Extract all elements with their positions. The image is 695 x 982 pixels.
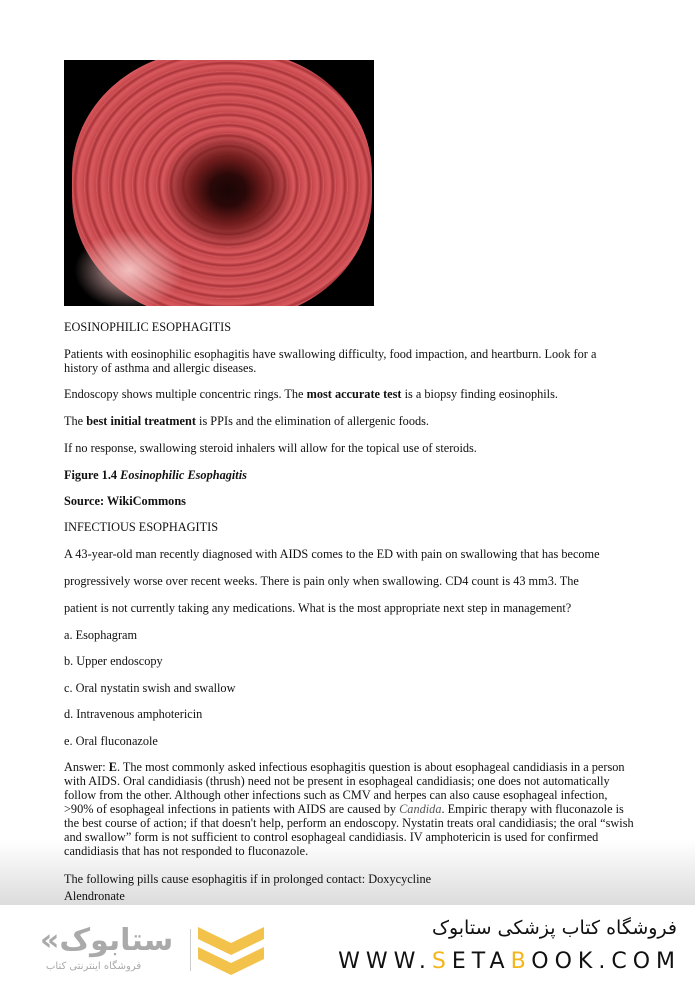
chevron-logo-icon: [198, 927, 264, 979]
paragraph: The following pills cause esophagitis if in prolonged contact: Doxycycline: [64, 872, 432, 886]
section-heading: EOSINOPHILIC ESOPHAGITIS: [64, 320, 232, 334]
setabook-logo: «ستابوک: [40, 923, 174, 958]
option: d. Intravenous amphotericin: [64, 707, 203, 721]
esophagus-endoscopy-image: [64, 60, 374, 306]
paragraph: Patients with eosinophilic esophagitis have swallowing difficulty, food impaction, and heartburn. Look for a history of asthma and allergic diseases.: [64, 347, 597, 375]
option: c. Oral nystatin swish and swallow: [64, 681, 236, 695]
figure-source: Source: WikiCommons: [64, 494, 186, 508]
logo-subtitle: فروشگاه اینترنتی کتاب: [46, 961, 142, 972]
figure-caption: Figure 1.4 Eosinophilic Esophagitis: [64, 468, 247, 482]
option: e. Oral fluconazole: [64, 734, 158, 748]
option: b. Upper endoscopy: [64, 654, 163, 668]
section-heading: INFECTIOUS ESOPHAGITIS: [64, 520, 219, 534]
paragraph: If no response, swallowing steroid inhalers will allow for the topical use of steroids.: [64, 441, 477, 455]
option: a. Esophagram: [64, 628, 138, 642]
store-url[interactable]: WWW.SETABOOK.COM: [338, 949, 681, 974]
paragraph: Alendronate: [64, 889, 125, 903]
divider: [190, 929, 191, 971]
question-line: A 43-year-old man recently diagnosed with AIDS comes to the ED with pain on swallowing that has become: [64, 547, 600, 561]
setabook-banner: [0, 905, 695, 982]
answer-paragraph: Answer: E. The most commonly asked infectious esophagitis question is about esophageal candidiasis in a person with AIDS. Oral candidiasis (thrush) need not be present in esophageal candidiasis; one does not automatically follow from the other. Although other infections such as CMV and herpes can also cause esophageal infection, >90% of esophageal infections in patients with AIDS are caused by Candida. Empiric therapy with fluconazole is the best course of action; if that doesn't help, perform an endoscopy. Nystatin treats oral candidiasis; the oral “swish and swallow” form is not sufficient to control esophageal candidiasis. IV amphotericin is used for confirmed candidiasis that has not responded to fluconazole.: [64, 760, 634, 858]
store-title: فروشگاه کتاب پزشکی ستابوک: [431, 917, 677, 939]
paragraph: The best initial treatment is PPIs and the elimination of allergenic foods.: [64, 414, 429, 428]
paragraph: Endoscopy shows multiple concentric rings. The most accurate test is a biopsy finding eosinophils.: [64, 387, 558, 401]
question-line: patient is not currently taking any medications. What is the most appropriate next step in management?: [64, 601, 572, 615]
question-line: progressively worse over recent weeks. There is pain only when swallowing. CD4 count is 43 mm3. The: [64, 574, 579, 588]
